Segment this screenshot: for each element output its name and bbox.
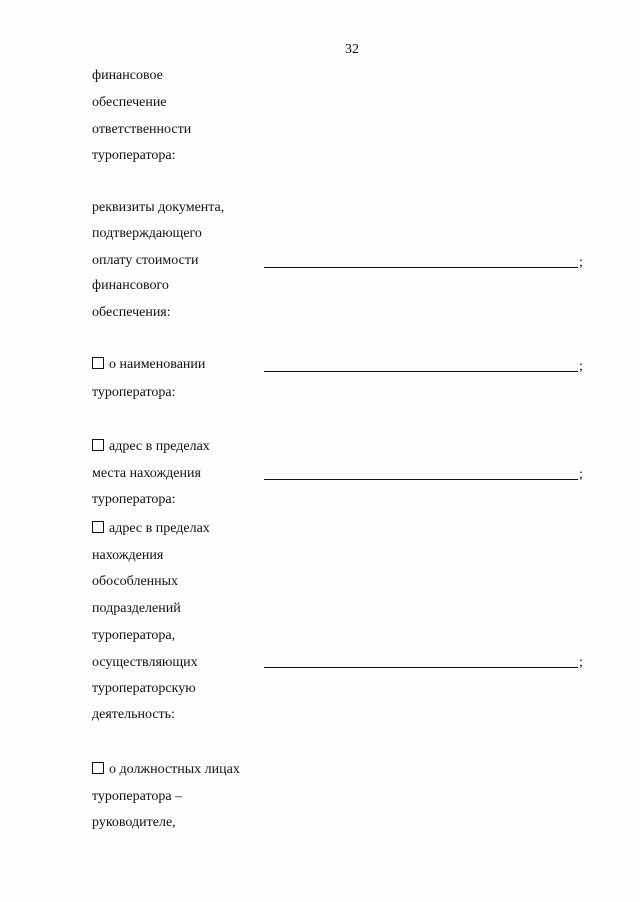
text-line: подтверждающего — [92, 226, 202, 241]
text-line: туроператорскую — [92, 681, 196, 696]
text-line: руководителе, — [92, 815, 176, 830]
line-end-semicolon: ; — [579, 467, 583, 482]
line-end-semicolon: ; — [579, 359, 583, 374]
text-line: подразделений — [92, 601, 181, 616]
officials-checkbox[interactable] — [92, 762, 104, 774]
text-line: осуществляющих — [92, 655, 198, 670]
payment-document-fill-line[interactable] — [264, 267, 578, 268]
line-end-semicolon: ; — [579, 655, 583, 670]
text-line: финансового — [92, 278, 169, 293]
name-option-label: о наименовании — [109, 357, 206, 372]
text-line: финансовое — [92, 68, 163, 83]
text-line: туроператора: — [92, 148, 176, 163]
text-line: обеспечение — [92, 95, 167, 110]
text-line: нахождения — [92, 548, 164, 563]
branch-address-fill-line[interactable] — [264, 667, 578, 668]
text-line: туроператора, — [92, 628, 176, 643]
branch-address-checkbox[interactable] — [92, 521, 104, 533]
branch-address-option — [92, 521, 210, 537]
name-checkbox[interactable] — [92, 357, 104, 369]
text-line: туроператора – — [92, 789, 183, 804]
text-line: реквизиты документа, — [92, 200, 225, 215]
text-line: туроператора: — [92, 385, 176, 400]
text-line: туроператора: — [92, 492, 176, 507]
officials-option-label: о должностных лицах — [109, 762, 240, 777]
name-option — [92, 357, 205, 373]
text-line: оплату стоимости — [92, 253, 199, 268]
branch-address-option-label: адрес в пределах — [109, 521, 210, 536]
text-line: обособленных — [92, 574, 179, 589]
text-line: ответственности — [92, 122, 192, 137]
address-option-label: адрес в пределах — [109, 439, 210, 454]
text-line: места нахождения — [92, 466, 201, 481]
officials-option — [92, 762, 240, 778]
line-end-semicolon: ; — [579, 255, 583, 270]
name-fill-line[interactable] — [264, 371, 578, 372]
address-checkbox[interactable] — [92, 439, 104, 451]
page-number: 32 — [345, 42, 359, 57]
address-option — [92, 439, 210, 455]
address-fill-line[interactable] — [264, 479, 578, 480]
text-line: обеспечения: — [92, 305, 171, 320]
text-line: деятельность: — [92, 707, 175, 722]
